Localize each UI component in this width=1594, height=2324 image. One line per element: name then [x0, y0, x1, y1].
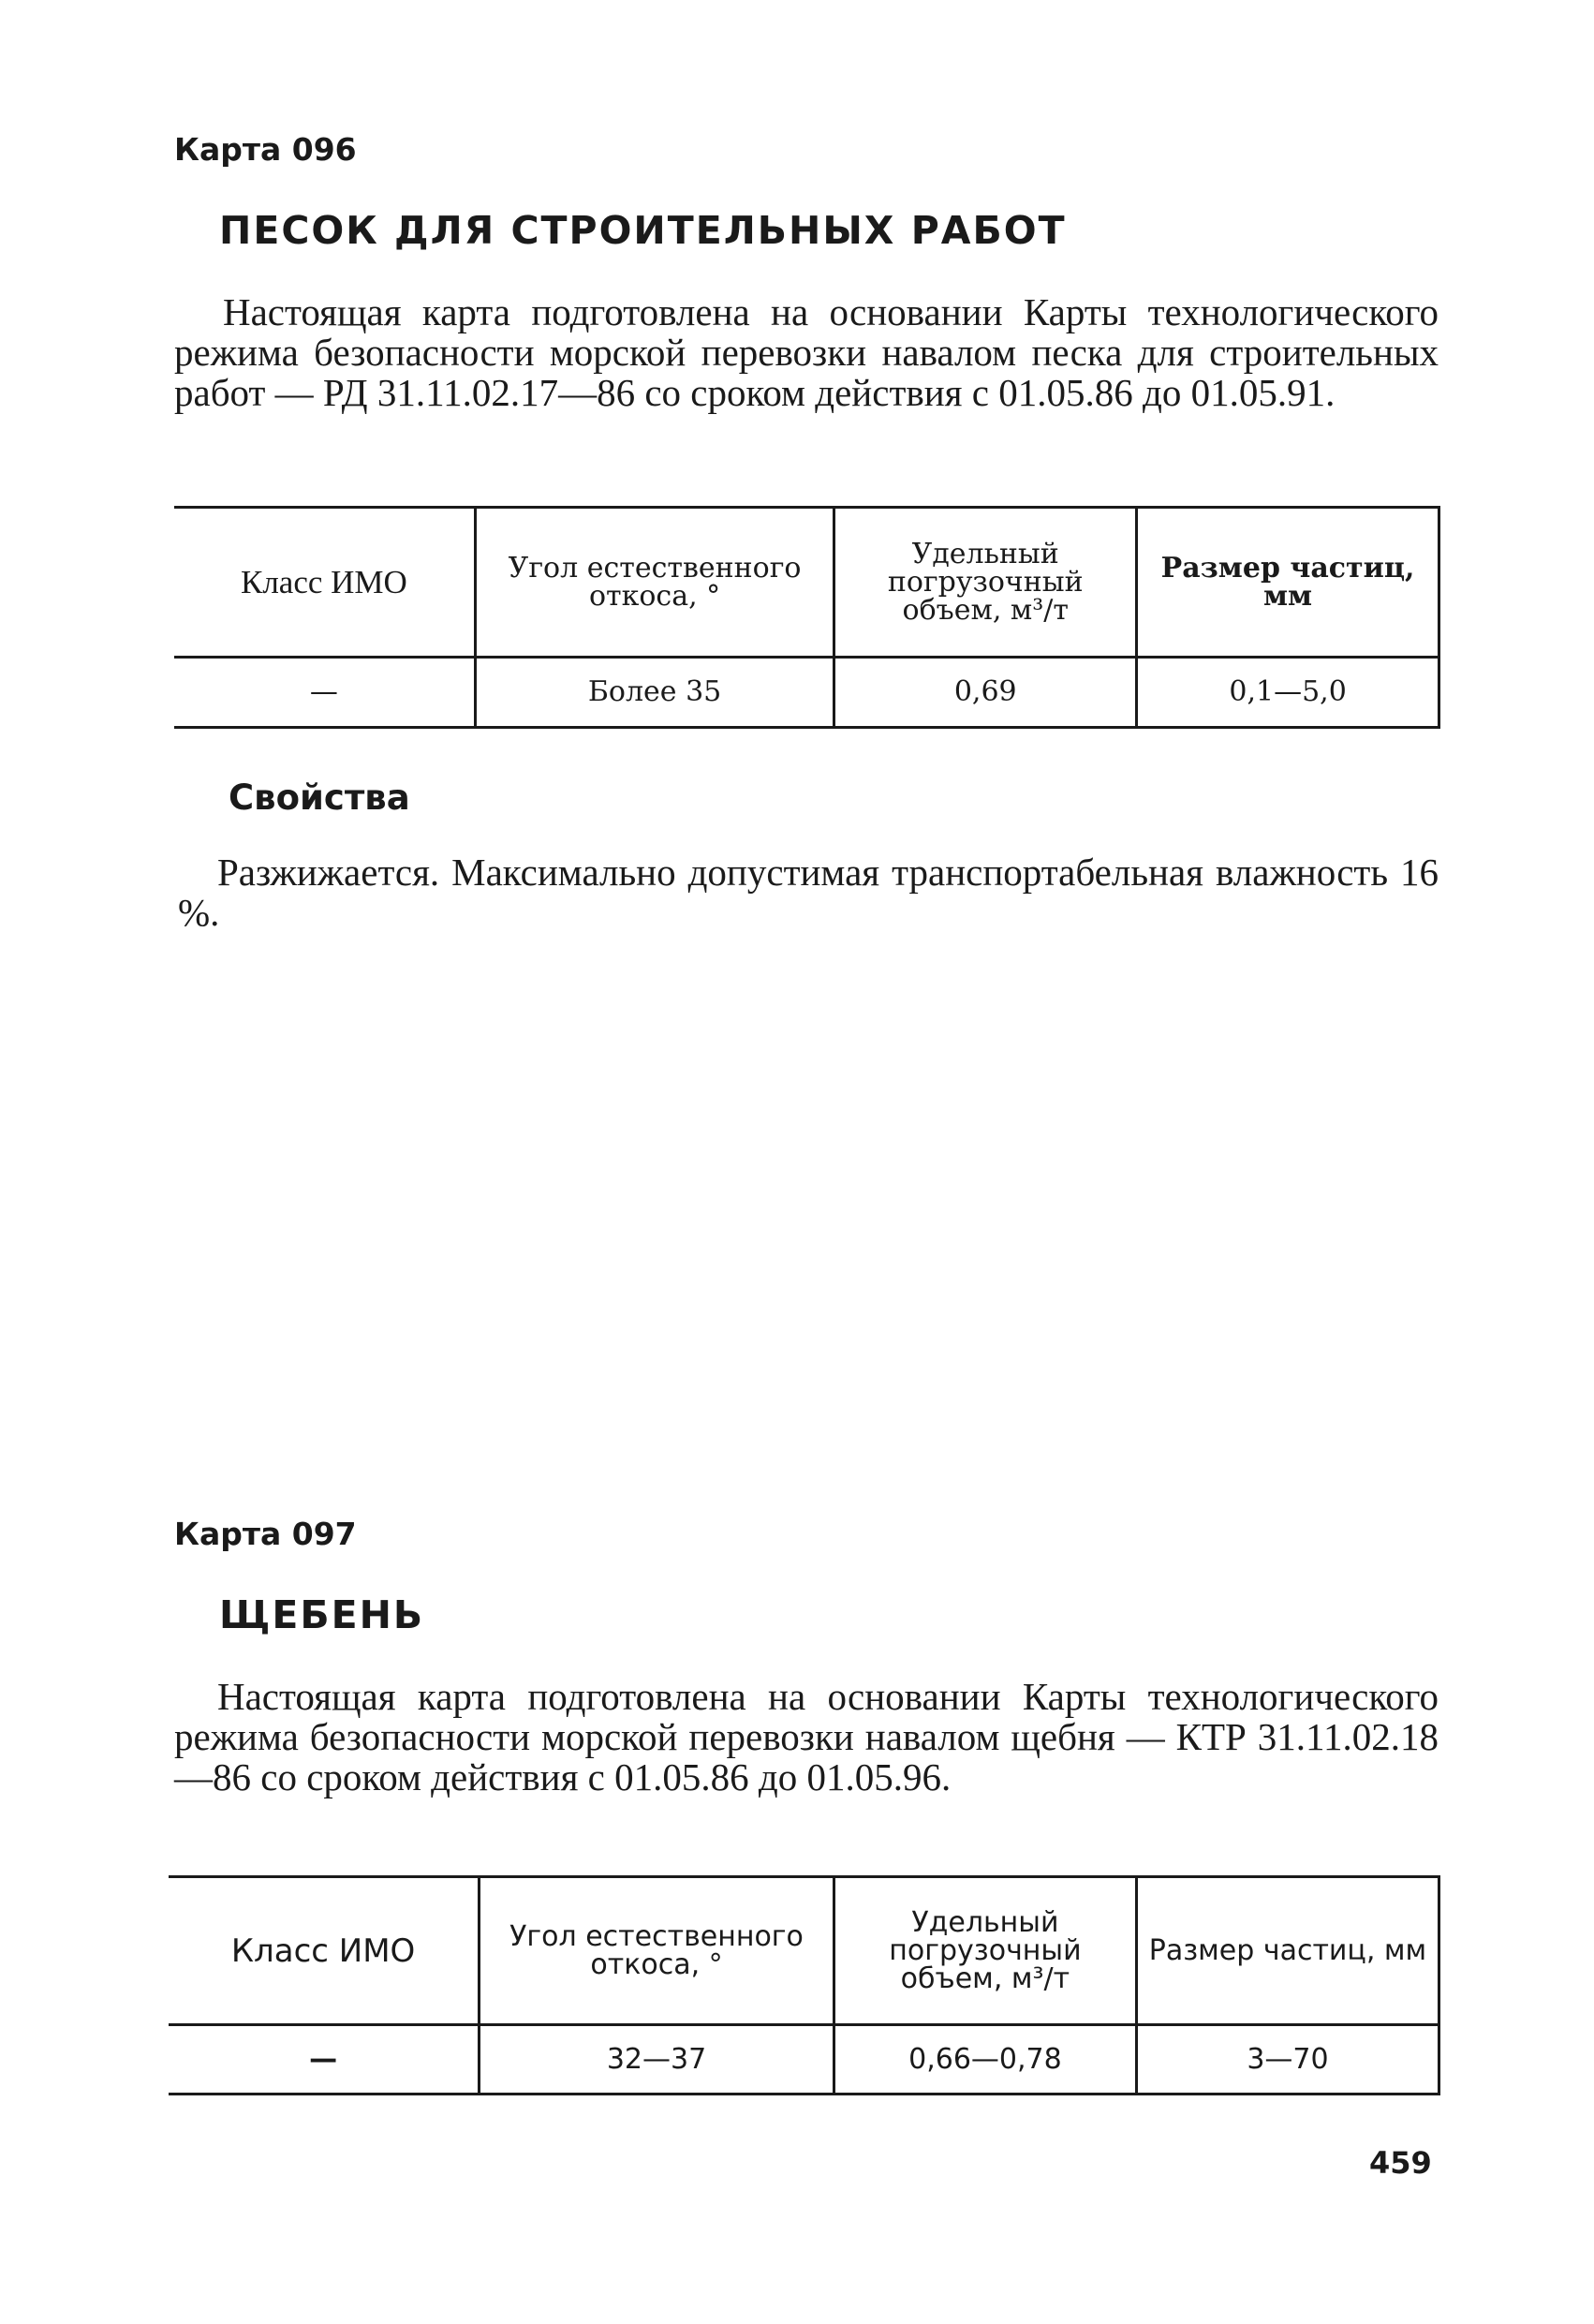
cell-repose-angle: 32—37 [480, 2025, 834, 2095]
card-title-096: ПЕСОК ДЛЯ СТРОИТЕЛЬНЫХ РАБОТ [219, 208, 1067, 253]
card-intro-097: Настоящая карта подготовлена на основании Карты технологического режима безопасности морской перевозки навалом щебня — КТР 31.11.02.18—86 со сроком действия с 01.05.86 до 01.05.96. [174, 1675, 1439, 1799]
card-intro-096: Настоящая карта подготовлена на основании Карты технологического режима безопасности морской перевозки навалом песка для строительных работ — РД 31.11.02.17—86 со сроком действия с 01.05.86 до 01.05.91. [174, 290, 1439, 414]
cell-repose-angle: Более 35 [475, 658, 834, 728]
page-number: 459 [1369, 2145, 1432, 2181]
cell-imo-class: — [174, 658, 475, 728]
table-header-row [169, 1877, 1439, 2025]
card-table-097 [169, 1875, 1440, 2095]
header-stowage-factor: Удельный погрузочный объем, м³/т [834, 508, 1137, 658]
header-imo-class: Класс ИМО [169, 1877, 480, 2025]
cell-stowage-factor: 0,69 [834, 658, 1137, 728]
cell-stowage-factor: 0,66—0,78 [834, 2025, 1136, 2095]
table-row [174, 658, 1439, 728]
header-particle-size: Размер частиц, мм [1136, 1877, 1439, 2025]
cell-imo-class: — [169, 2025, 480, 2095]
header-repose-angle: Угол естественного откоса, ° [475, 508, 834, 658]
table-row [169, 2025, 1439, 2095]
properties-heading: Свойства [229, 777, 410, 818]
card-label-096: Карта 096 [174, 131, 357, 168]
properties-text: Разжижается. Максимально допустимая транспортабельная влажность 16 %. [178, 851, 1439, 934]
card-title-097: ЩЕБЕНЬ [219, 1592, 425, 1637]
header-repose-angle: Угол естественного откоса, ° [480, 1877, 834, 2025]
table-header-row [174, 508, 1439, 658]
cell-particle-size: 0,1—5,0 [1137, 658, 1439, 728]
card-label-097: Карта 097 [174, 1516, 357, 1552]
card-table-096 [174, 506, 1440, 729]
cell-particle-size: 3—70 [1136, 2025, 1439, 2095]
header-imo-class: Класс ИМО [174, 508, 475, 658]
header-particle-size: Размер частиц, мм [1137, 508, 1439, 658]
header-stowage-factor: Удельный погрузочный объем, м³/т [834, 1877, 1136, 2025]
